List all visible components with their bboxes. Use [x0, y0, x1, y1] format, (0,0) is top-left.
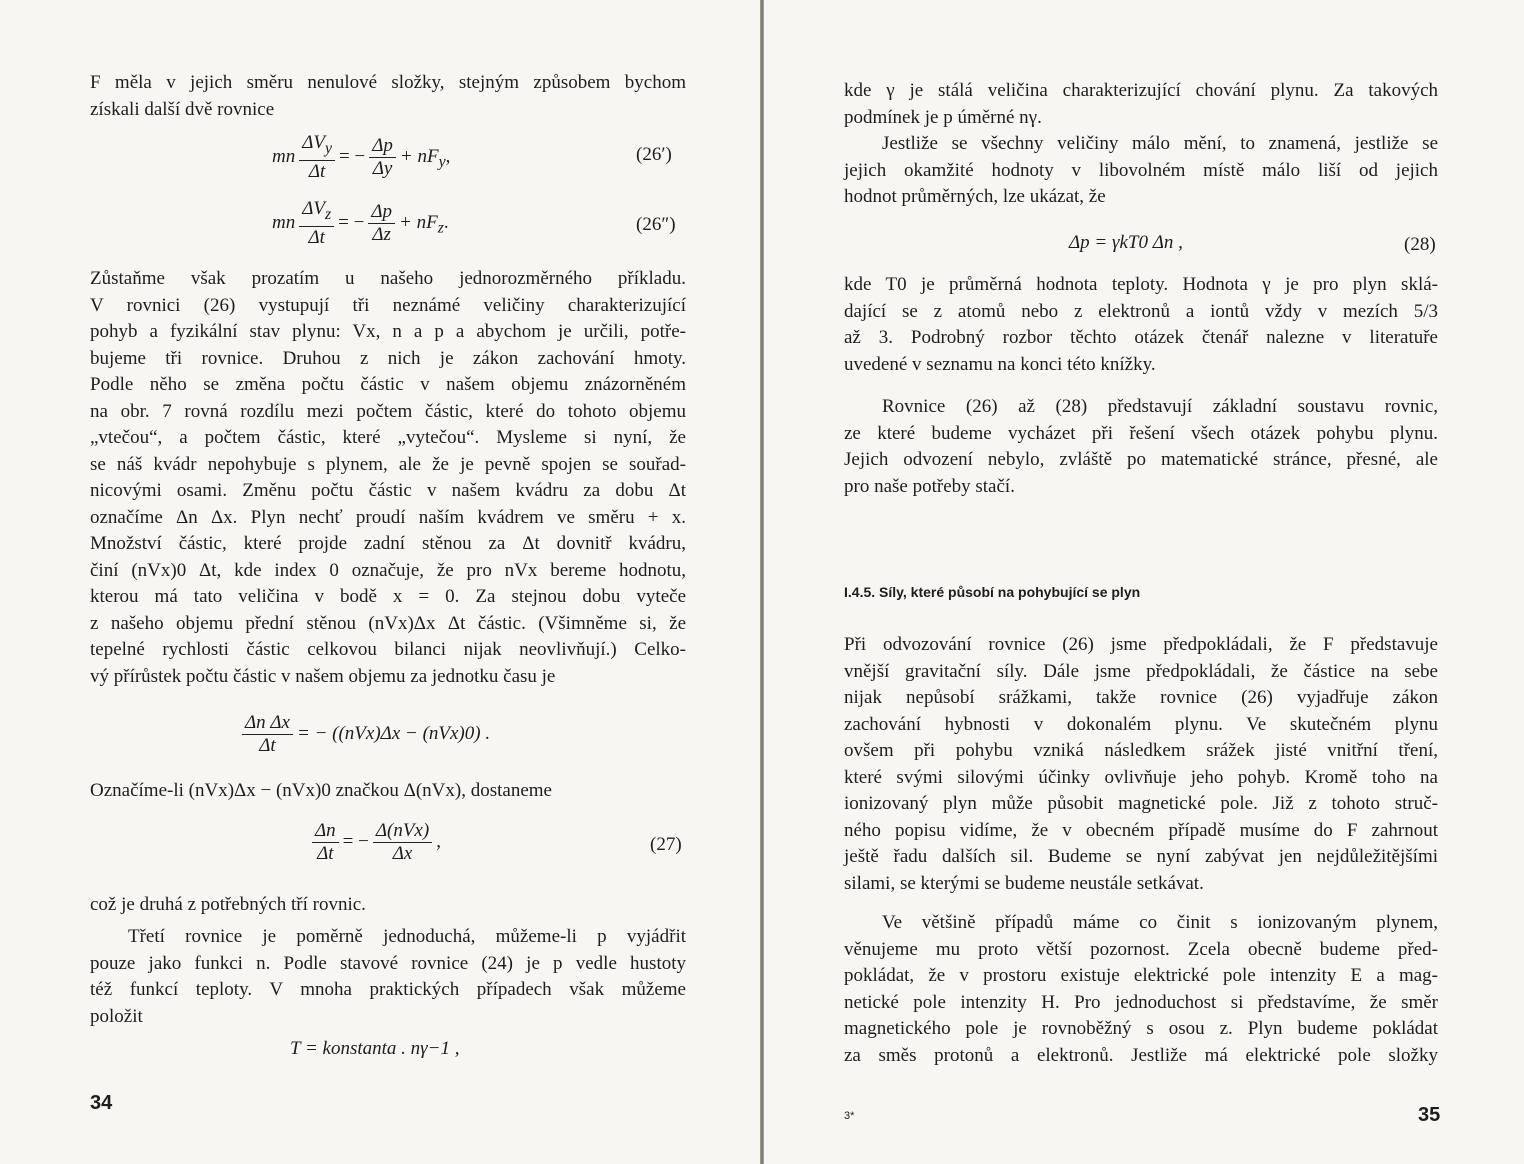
right-para-4 — [844, 632, 1438, 897]
text-line: ze které budeme vycházet při řešení všech otázek pohybu plynu. — [844, 422, 1438, 444]
text-line: se náš kvádr nepohybuje s plynem, ale že je pevně spojen se souřad- — [90, 453, 686, 475]
text-line: jejich okamžité hodnoty v libovolném místě málo liší od jejich — [844, 159, 1438, 181]
text-line: pokládat, že v prostoru existuje elektrické pole intenzity E a mag- — [844, 965, 1438, 986]
text-line: což je druhá z potřebných tří rovnic. — [90, 894, 366, 915]
text-line: Při odvozování rovnice (26) jsme předpokládali, že F představuje — [844, 634, 1438, 655]
text-line: dající se z atomů nebo z elektronů a iontů vždy v mezích 5/3 — [844, 300, 1438, 322]
equation-26-double-prime: mn $\frac{\Delta V_z}{\Delta t}$ = − $\frac{\Delta p}{\Delta z}$ + $nF_z$. — [272, 198, 449, 248]
text-line: silami, se kterými se budeme neustále setkávat. — [844, 872, 1204, 894]
left-line-second — [90, 892, 686, 919]
text-line: ještě řadu dalších sil. Budeme se nyní zabývat jen nejdůležitějšími — [844, 846, 1438, 867]
text-line: které svými silovými účinky ovlivňuje jeho pohyb. Kromě toho na — [844, 766, 1438, 788]
equation-temperature: T = konstanta . nγ−1 , — [290, 1038, 460, 1059]
equation-label: (27) — [650, 834, 682, 855]
text-line: Jestliže se všechny veličiny málo mění, to znamená, jestliže se — [882, 133, 1438, 154]
right-para-5 — [844, 910, 1438, 1069]
text-line: kterou má tato veličina v bodě x = 0. Za stejnou dobu vyteče — [90, 586, 686, 607]
equation-label: (26′) — [636, 144, 672, 165]
right-page — [764, 0, 1524, 1164]
text-line: získali další dvě rovnice — [90, 98, 275, 120]
text-line: položit — [90, 1005, 143, 1027]
text-line: kde γ je stálá veličina charakterizující chování plynu. Za takových — [844, 80, 1438, 101]
equation-label: (26″) — [636, 214, 676, 235]
text-line: podmínek je p úměrné nγ. — [844, 106, 1042, 128]
text-line: též funkcí teploty. V mnoha praktických případech však můžeme — [90, 979, 686, 1000]
text-line: magnetického pole je rovnoběžný s osou z. Plyn budeme pokládat — [844, 1018, 1438, 1039]
text-line: z našeho objemu přední stěnou (nVx)Δx Δt částic. (Všimněme si, že — [90, 612, 686, 634]
text-line: F měla v jejich směru nenulové složky, stejným způsobem bychom — [90, 72, 686, 93]
text-line: nijak nepůsobí srážkami, takže rovnice (26) vyjadřuje zákon — [844, 687, 1438, 708]
text-line: Jejich odvození nebylo, zvláště po matematické stránce, přesné, ale — [844, 449, 1438, 470]
text-line: ného popisu vidíme, že v obecném případě musíme do F zahrnout — [844, 819, 1438, 841]
text-line: V rovnici (26) vystupují tři neznámé veličiny charakterizující — [90, 294, 686, 316]
text-line: věnujeme mu proto větší pozornost. Zcela obecně budeme před- — [844, 938, 1438, 960]
left-para-1 — [90, 70, 686, 123]
text-line: Množství částic, které projde zadní stěnou za Δt dovnitř kvádru, — [90, 533, 686, 554]
text-line: označíme Δn Δx. Plyn nechť proudí naším kvádrem ve směru + x. — [90, 506, 686, 528]
text-line: bujeme tři rovnice. Druhou z nich je zákon zachování hmoty. — [90, 347, 686, 369]
text-line: „vtečou“, a počtem částic, které „vytečou“. Mysleme si nyní, že — [90, 427, 686, 448]
text-line: pro naše potřeby stačí. — [844, 475, 1015, 497]
text-line: vnější gravitační síly. Dále jsme předpokládali, že částice na sebe — [844, 660, 1438, 682]
text-line: Zůstaňme však prozatím u našeho jednorozměrného příkladu. — [90, 268, 686, 289]
left-line-mark — [90, 778, 686, 805]
text-line: až 3. Podrobný rozbor těchto otázek čtenář nalezne v literatuře — [844, 327, 1438, 348]
equation-label: (28) — [1404, 234, 1436, 255]
equation-26-prime: mn $\frac{\Delta V_y}{\Delta t}$ = − $\frac{\Delta p}{\Delta y}$ + $nF_y$, — [272, 132, 451, 182]
text-line: zachování hybnosti v dokonalém plynu. Ve skutečném plynu — [844, 713, 1438, 735]
text-line: pouze jako funkci n. Podle stavové rovnice (24) je p vedle hustoty — [90, 952, 686, 974]
right-para-3 — [844, 394, 1438, 500]
text-line: netické pole intenzity H. Pro jednoduchost si představíme, že směr — [844, 991, 1438, 1013]
equation-28: Δp = γkT0 Δn , — [1069, 232, 1183, 253]
right-para-2 — [844, 272, 1438, 378]
section-heading: I.4.5. Síly, které působí na pohybující se plyn — [844, 584, 1141, 600]
text-line: tepelné rychlosti částic celkovou bilanci nijak neovlivňují.) Celko- — [90, 639, 686, 660]
text-line: za směs protonů a elektronů. Jestliže má elektrické pole složky — [844, 1044, 1438, 1066]
left-para-3 — [90, 924, 686, 1030]
text-line: nicovými osami. Změnu počtu částic v našem kvádru za dobu Δt — [90, 480, 686, 501]
text-line: ovšem při pohybu vzniká následkem srážek jisté vnitřní tření, — [844, 740, 1438, 761]
text-line: pohyb a fyzikální stav plynu: Vx, n a p a abychom je určili, potře- — [90, 321, 686, 342]
equation-balance: $\frac{\text{Δn Δx}}{\Delta t}$ = − ((nVx)Δx − (nVx)0) . — [238, 712, 490, 757]
text-line: vý přírůstek počtu částic v našem objemu za jednotku času je — [90, 665, 556, 687]
text-line: Třetí rovnice je poměrně jednoduchá, můžeme-li p vyjádřit — [128, 926, 686, 947]
text-line: na obr. 7 rovná rozdílu mezi počtem částic, které do tohoto objemu — [90, 400, 686, 422]
left-para-2 — [90, 266, 686, 690]
equation-27: $\frac{\Delta n}{\Delta t}$ = − $\frac{\text{Δ(nVx)}}{\Delta x}$ , — [308, 820, 441, 865]
text-line: ionizovaný plyn může působit magnetické pole. Již z tohoto struč- — [844, 793, 1438, 814]
text-line: Označíme-li (nVx)Δx − (nVx)0 značkou Δ(nVx), dostaneme — [90, 780, 552, 801]
text-line: Podle něho se změna počtu částic v našem objemu znázorněném — [90, 374, 686, 395]
text-line: Ve většině případů máme co činit s ionizovaným plynem, — [882, 912, 1438, 933]
page-number: 35 — [1418, 1104, 1441, 1126]
left-page — [0, 0, 760, 1164]
signature-mark: 3* — [844, 1110, 855, 1122]
page-number: 34 — [90, 1092, 113, 1114]
text-line: činí (nVx)0 Δt, kde index 0 označuje, že pro nVx bereme hodnotu, — [90, 559, 686, 581]
text-line: kde T0 je průměrná hodnota teploty. Hodnota γ je pro plyn sklá- — [844, 274, 1438, 295]
right-para-1 — [844, 78, 1438, 211]
text-line: uvedené v seznamu na konci této knížky. — [844, 353, 1156, 375]
text-line: Rovnice (26) až (28) představují základní soustavu rovnic, — [882, 396, 1438, 417]
text-line: hodnot průměrných, lze ukázat, že — [844, 186, 1106, 207]
